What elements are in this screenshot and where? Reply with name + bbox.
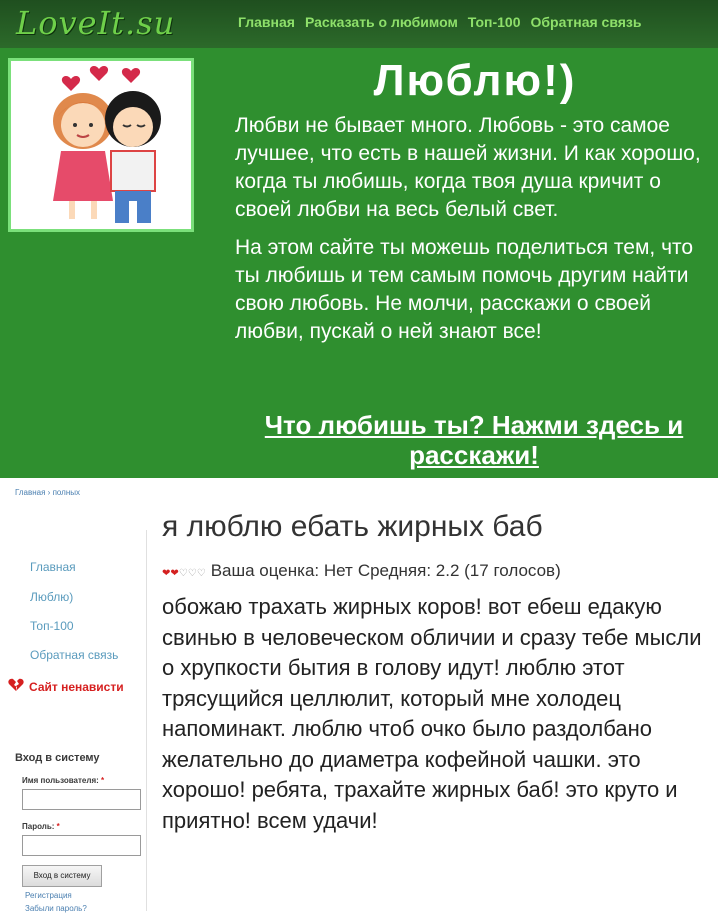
sidebar-item-love[interactable]: Люблю) [30, 590, 74, 604]
sidebar-item-home[interactable]: Главная [30, 560, 76, 574]
rating-hearts[interactable] [162, 568, 206, 579]
nav-home[interactable]: Главная [238, 14, 295, 30]
heart-empty-icon[interactable]: ♡ [187, 568, 197, 579]
nav-top100[interactable]: Топ-100 [467, 14, 521, 30]
couple-cartoon-icon [8, 58, 194, 232]
nav-tell[interactable]: Расказать о любимом [304, 14, 458, 30]
login-submit-button[interactable]: Вход в систему [22, 865, 102, 887]
top-bar [0, 0, 718, 48]
hero-paragraph: Любви не бывает много. Любовь - это самое лучшее, что есть в нашей жизни. И как хорошо, когда ты любишь, когда твоя душа кричит о своей любви на весь белый свет. [235, 114, 701, 221]
breadcrumb: Главная › полных [15, 488, 81, 497]
nav-feedback[interactable]: Обратная связь [530, 14, 642, 30]
rating-widget [162, 561, 561, 581]
heart-empty-icon[interactable]: ♡ [196, 568, 206, 579]
column-divider [146, 530, 147, 911]
login-title: Вход в систему [15, 752, 100, 764]
sidebar-item-hate-site[interactable] [8, 678, 124, 695]
register-link[interactable]: Регистрация [25, 891, 72, 900]
forgot-password-link[interactable]: Забыли пароль? [25, 904, 87, 913]
hero-cta-link[interactable]: Что любишь ты? Нажми здесь и расскажи! [264, 410, 684, 470]
site-logo[interactable]: LoveIt.su [16, 4, 176, 42]
top-nav [238, 14, 641, 30]
sidebar-item-label: Сайт ненависти [29, 679, 124, 694]
hero-paragraph: На этом сайте ты можешь поделиться тем, что ты любишь и тем самым помочь другим найти свою любовь. Не молчи, расскажи о своей любви, пускай о ней знают все! [235, 236, 694, 343]
rating-your-vote: Ваша оценка: Нет [210, 561, 353, 580]
broken-heart-icon [8, 678, 24, 695]
post-body: обожаю трахать жирных коров! вот ебеш едакую свинью в человеческом обличии и сразу тебе мысли о хрупкости бытия в голову идут! люблю этот трясущийся целлюлит, который мне холодец напоминакт. люблю чтоб очко было раздолбано желательно до диаметра кофейной чашки. это хорошо! ребята, трахайте жирных баб! это круто и приятно! всем удачи! [162, 594, 702, 833]
hero-banner [0, 48, 718, 478]
sidebar-item-top100[interactable]: Топ-100 [30, 619, 74, 633]
post-title: я люблю ебать жирных баб [162, 510, 543, 543]
heart-filled-icon[interactable]: ❤ [170, 568, 179, 579]
breadcrumb-item[interactable]: Главная [15, 488, 46, 497]
breadcrumb-item[interactable]: полных [52, 488, 81, 497]
password-field[interactable] [22, 835, 141, 856]
login-form [15, 752, 145, 913]
sidebar-item-feedback[interactable]: Обратная связь [30, 648, 119, 662]
hero-title: Люблю!) [373, 56, 577, 105]
username-label: Имя пользователя: * [22, 776, 105, 785]
rating-average: Средняя: 2.2 (17 голосов) [357, 561, 561, 580]
hero-text [235, 112, 705, 356]
heart-empty-icon[interactable]: ♡ [178, 568, 188, 579]
heart-filled-icon[interactable]: ❤ [162, 568, 171, 579]
password-label: Пароль: * [22, 822, 60, 831]
username-field[interactable] [22, 789, 141, 810]
